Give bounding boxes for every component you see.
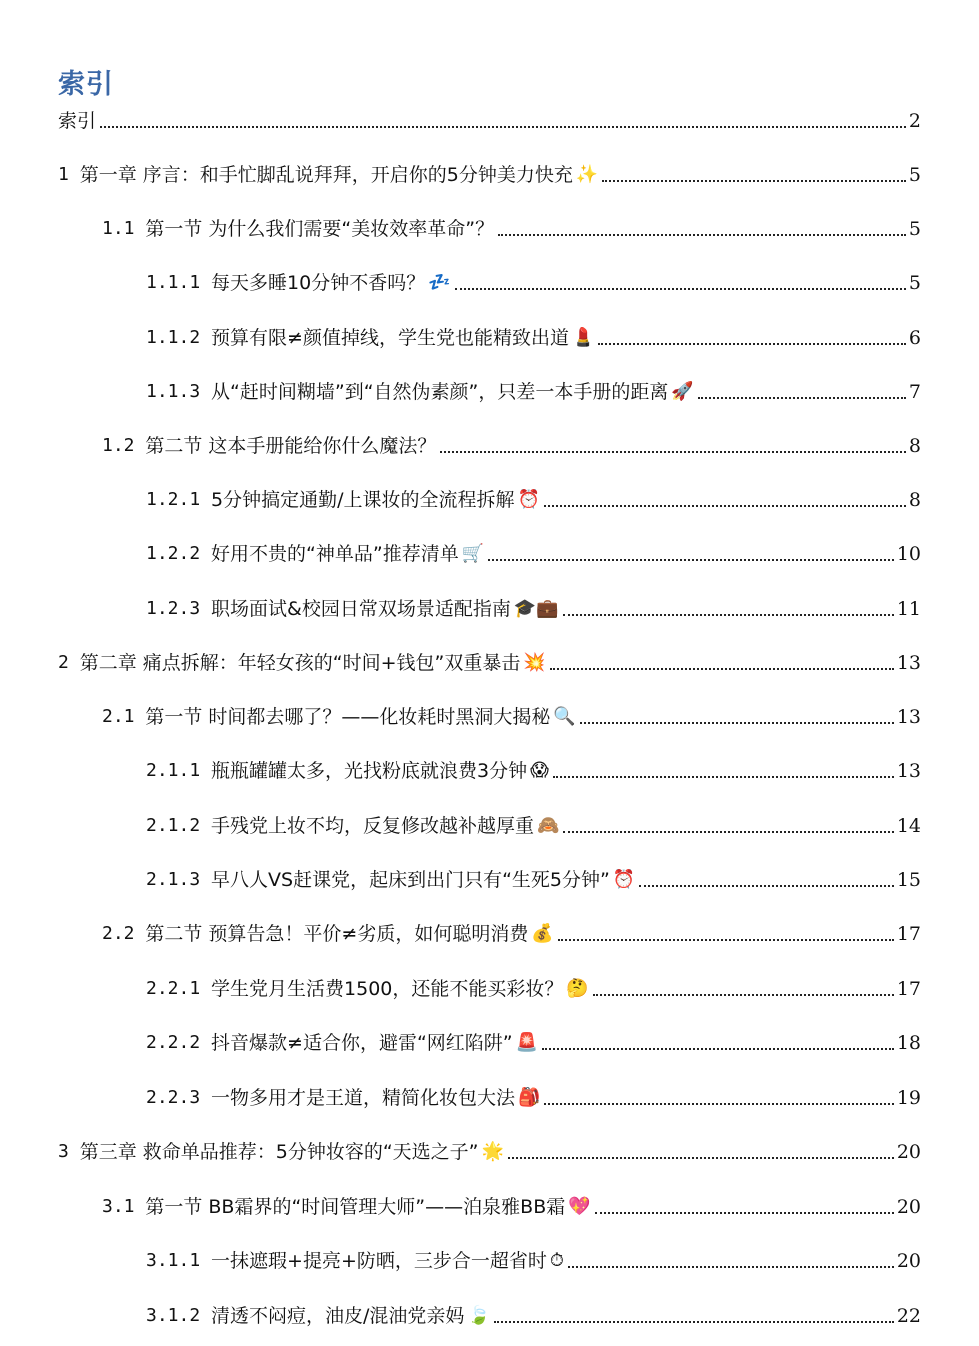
toc-entry-page-number: 18 (896, 1032, 921, 1054)
toc-entry-title (146, 758, 549, 784)
dot-leader (100, 125, 906, 128)
toc-entry-number: 1.1.3 (146, 381, 201, 402)
toc-entry-number: 1.1 (102, 218, 135, 239)
toc-entry-number: 1 (58, 164, 69, 185)
emoji-icon: ⏰ (612, 869, 636, 890)
toc-entry[interactable] (58, 1194, 921, 1220)
toc-entry-number: 2.2.2 (146, 1032, 201, 1053)
dot-leader (563, 613, 894, 616)
toc-entry[interactable] (58, 108, 921, 134)
toc-entry-text: 预算有限≠颜值掉线，学生党也能精致出道 (211, 327, 569, 349)
toc-entry-title (146, 813, 559, 839)
toc-entry-title (102, 1194, 591, 1220)
dot-leader (550, 667, 894, 670)
toc-entry-number: 3.1.1 (146, 1250, 201, 1271)
toc-entry-page-number: 20 (896, 1250, 921, 1272)
emoji-icon: 😱 (530, 760, 549, 781)
toc-entry[interactable] (58, 216, 921, 242)
toc-entry[interactable] (58, 758, 921, 784)
toc-entry-number: 3 (58, 1141, 69, 1162)
toc-entry-number: 2.1.2 (146, 815, 201, 836)
dot-leader (553, 775, 894, 778)
emoji-icon: 💤 (428, 272, 451, 293)
toc-entry-text: 第一节 时间都去哪了？——化妆耗时黑洞大揭秘 (145, 706, 551, 728)
toc-entry-title (58, 650, 546, 676)
toc-entry-text: 职场面试&校园日常双场景适配指南 (211, 598, 511, 620)
toc-entry-text: 第一章 序言：和手忙脚乱说拜拜，开启你的5分钟美力快充 (79, 164, 573, 186)
emoji-icon: ⏱ (549, 1250, 564, 1271)
toc-entry[interactable] (58, 813, 921, 839)
toc-entry-title (146, 325, 594, 351)
dot-leader (698, 396, 906, 399)
toc-entry-page-number: 8 (908, 489, 921, 511)
toc-entry-title (146, 1248, 564, 1274)
toc-entry[interactable] (58, 867, 921, 893)
toc-entry-title (146, 487, 540, 513)
toc-entry[interactable] (58, 1030, 921, 1056)
toc-entry-page-number: 13 (896, 760, 921, 782)
toc-entry[interactable] (58, 162, 921, 188)
dot-leader (508, 1156, 894, 1159)
toc-entry-page-number: 22 (896, 1305, 921, 1327)
toc-entry-text: 早八人VS赶课党，起床到出门只有“生死5分钟” (211, 869, 610, 891)
dot-leader (593, 993, 894, 996)
toc-entry-title (102, 921, 554, 947)
toc-entry-page-number: 10 (896, 543, 921, 565)
toc-entry-page-number: 13 (896, 706, 921, 728)
toc-entry[interactable] (58, 596, 921, 622)
toc-entry-text: 从“赶时间糊墙”到“自然伪素颜”，只差一本手册的距离 (211, 381, 669, 403)
emoji-icon: 🎓💼 (513, 598, 559, 619)
emoji-icon: 💰 (531, 923, 554, 944)
toc-entry-title (146, 1085, 540, 1111)
toc-entry-title (146, 867, 635, 893)
dot-leader (544, 504, 906, 507)
dot-leader (602, 179, 906, 182)
toc-entry-page-number: 6 (908, 327, 921, 349)
dot-leader (563, 830, 893, 833)
emoji-icon: 💖 (568, 1196, 591, 1217)
toc-entry-title (146, 596, 559, 622)
dot-leader (544, 1102, 893, 1105)
toc-entry-number: 2.1 (102, 706, 135, 727)
toc-entry-page-number: 5 (908, 164, 921, 186)
toc-entry-title (146, 270, 451, 296)
toc-entry-text: 每天多睡10分钟不香吗？ (211, 272, 426, 294)
toc-entry-text: 瓶瓶罐罐太多，光找粉底就浪费3分钟 (211, 760, 528, 782)
toc-entry-text: 清透不闷痘，油皮/混油党亲妈 (211, 1305, 465, 1327)
toc-entry-title (146, 976, 589, 1002)
toc-entry-page-number: 20 (896, 1141, 921, 1163)
dot-leader (494, 1320, 894, 1323)
toc-entry-text: 第一节 为什么我们需要“美妆效率革命”？ (145, 218, 495, 240)
toc-entry[interactable] (58, 976, 921, 1002)
toc-entry-text: 第三章 救命单品推荐：5分钟妆容的“天选之子” (79, 1141, 479, 1163)
toc-entry-number: 3.1.2 (146, 1305, 201, 1326)
toc-entry-number: 2.1.3 (146, 869, 201, 890)
toc-entry[interactable] (58, 921, 921, 947)
dot-leader (488, 558, 894, 561)
dot-leader (568, 1265, 894, 1268)
toc-entry-text: 好用不贵的“神单品”推荐清单 (211, 543, 459, 565)
emoji-icon: 💄 (571, 327, 595, 348)
toc-entry-page-number: 17 (896, 978, 921, 1000)
dot-leader (542, 1047, 894, 1050)
toc-entry-number: 2.1.1 (146, 760, 201, 781)
toc-entry-number: 1.2.3 (146, 598, 201, 619)
toc-entry-text: 5分钟搞定通勤/上课妆的全流程拆解 (211, 489, 515, 511)
emoji-icon: 🔍 (553, 706, 576, 727)
toc-entry-text: 索引 (58, 110, 97, 132)
toc-entry-title (58, 108, 96, 134)
dot-leader (639, 884, 894, 887)
toc-entry-page-number: 20 (896, 1196, 921, 1218)
toc-entry-text: 一物多用才是王道，精简化妆包大法 (211, 1087, 516, 1109)
toc-entry[interactable] (58, 379, 921, 405)
toc-entry-title (146, 541, 484, 567)
toc-entry-title (58, 162, 598, 188)
dot-leader (598, 342, 906, 345)
emoji-icon: 🎒 (518, 1087, 541, 1108)
toc-entry-number: 2.2 (102, 923, 135, 944)
toc-entry-number: 1.2.2 (146, 543, 201, 564)
toc-entry-page-number: 19 (896, 1087, 921, 1109)
dot-leader (498, 233, 906, 236)
toc-entry-number: 1.1.1 (146, 272, 201, 293)
toc-entry-text: 抖音爆款≠适合你，避雷“网红陷阱” (211, 1032, 513, 1054)
toc-entry-page-number: 14 (896, 815, 921, 837)
toc-entry-number: 1.1.2 (146, 327, 201, 348)
toc-entry-text: 一抹遮瑕+提亮+防晒，三步合一超省时 (211, 1250, 547, 1272)
toc-entry[interactable] (58, 1085, 921, 1111)
dot-leader (455, 287, 906, 290)
toc-entry[interactable] (58, 1303, 921, 1329)
toc-entry-number: 1.2 (102, 435, 135, 456)
toc-heading: 索引 (58, 69, 114, 100)
emoji-icon: 💥 (523, 652, 546, 673)
toc-entry-title (102, 704, 576, 730)
toc-entry-number: 1.2.1 (146, 489, 201, 510)
toc-entry-title (58, 1139, 504, 1165)
toc-entry-title (146, 1030, 538, 1056)
dot-leader (440, 450, 906, 453)
emoji-icon: 🚨 (515, 1032, 539, 1053)
toc-entry-number: 3.1 (102, 1196, 135, 1217)
toc-entry-page-number: 8 (908, 435, 921, 457)
toc-entry[interactable] (58, 487, 921, 513)
toc-entry-text: 学生党月生活费1500，还能不能买彩妆？ (211, 978, 564, 1000)
dot-leader (580, 721, 894, 724)
toc-entry[interactable] (58, 1139, 921, 1165)
emoji-icon: ⏰ (517, 489, 540, 510)
toc-entry-page-number: 5 (908, 272, 921, 294)
dot-leader (558, 938, 894, 941)
toc-entry[interactable] (58, 270, 921, 296)
toc-entry[interactable] (58, 325, 921, 351)
toc-entry-number: 2.2.3 (146, 1087, 201, 1108)
toc-entry-text: 手残党上妆不均，反复修改越补越厚重 (211, 815, 535, 837)
toc-entry-title (102, 433, 436, 459)
toc-entry-page-number: 13 (896, 652, 921, 674)
emoji-icon: 🌟 (481, 1141, 504, 1162)
toc-entry-text: 第二节 预算告急！平价≠劣质，如何聪明消费 (145, 923, 529, 945)
emoji-icon: 🙈 (537, 815, 560, 836)
emoji-icon: 🛒 (461, 543, 485, 564)
toc-entry-page-number: 17 (896, 923, 921, 945)
emoji-icon: 🚀 (671, 381, 694, 402)
toc-entry[interactable] (58, 1248, 921, 1274)
toc-entry-title (146, 379, 694, 405)
toc-entry-title (146, 1303, 490, 1329)
toc-entry-page-number: 7 (908, 381, 921, 403)
toc-entry-title (102, 216, 494, 242)
toc-entry[interactable] (58, 541, 921, 567)
emoji-icon: 🤔 (566, 978, 589, 999)
toc-entry-page-number: 11 (896, 598, 921, 620)
toc-entry[interactable] (58, 650, 921, 676)
toc-entry-text: 第二节 这本手册能给你什么魔法？ (145, 435, 437, 457)
toc-entry-page-number: 2 (908, 110, 921, 132)
toc-entry-number: 2.2.1 (146, 978, 201, 999)
toc-entry-page-number: 15 (896, 869, 921, 891)
emoji-icon: 🍃 (467, 1305, 490, 1326)
toc-entry-text: 第二章 痛点拆解：年轻女孩的“时间+钱包”双重暴击 (79, 652, 521, 674)
emoji-icon: ✨ (575, 164, 599, 185)
toc-entry-text: 第一节 BB霜界的“时间管理大师”——泊泉雅BB霜 (145, 1196, 566, 1218)
dot-leader (595, 1211, 894, 1214)
toc-entry-number: 2 (58, 652, 69, 673)
toc-entry[interactable] (58, 704, 921, 730)
toc-entry-page-number: 5 (908, 218, 921, 240)
toc-entry[interactable] (58, 433, 921, 459)
